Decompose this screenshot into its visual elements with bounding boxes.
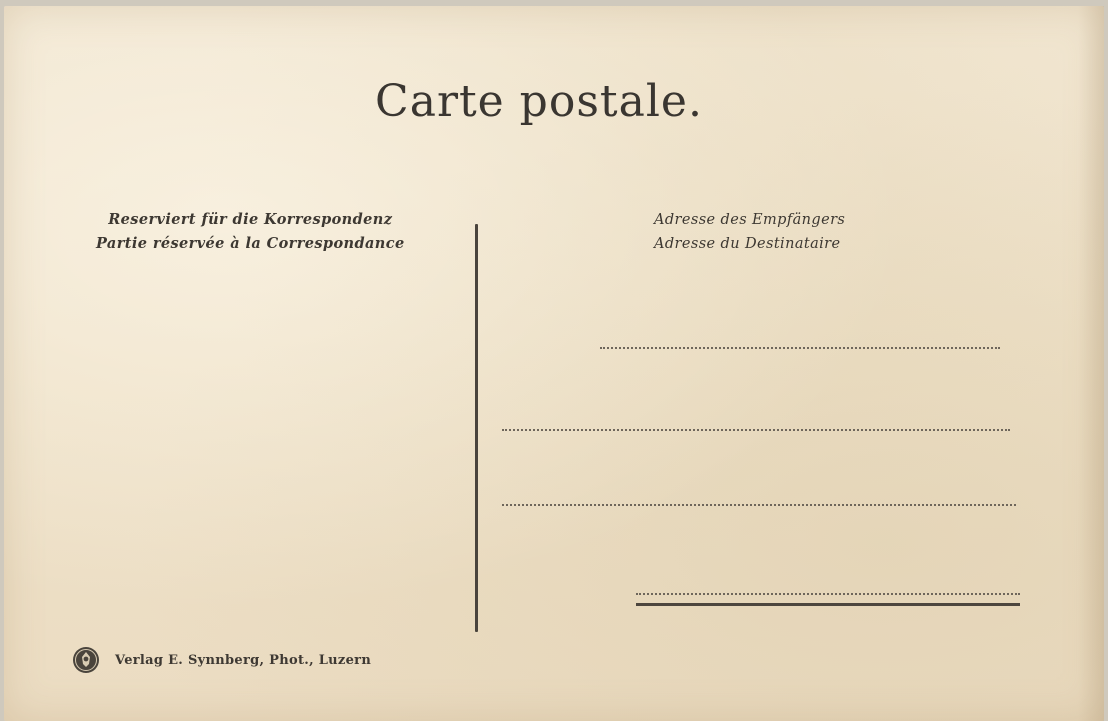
correspondence-label-german: Reserviert für die Korrespondenz: [108, 211, 393, 228]
publisher-text: Verlag E. Synnberg, Phot., Luzern: [115, 652, 372, 668]
address-label-german: Adresse des Empfängers: [654, 212, 846, 228]
address-line-4: [636, 593, 1020, 595]
address-underline: [636, 603, 1020, 606]
publisher-emblem-icon: [72, 646, 100, 674]
publisher-imprint: [72, 646, 371, 674]
address-line-1: [600, 347, 1000, 349]
postcard-back: [4, 6, 1104, 721]
address-label: [654, 208, 845, 256]
address-label-french: Adresse du Destinataire: [654, 236, 841, 252]
center-divider: [475, 224, 478, 632]
postcard-title: Carte postale.: [375, 76, 703, 127]
address-line-2: [502, 429, 1010, 431]
address-line-3: [502, 504, 1016, 506]
correspondence-label-french: Partie réservée à la Correspondance: [96, 235, 405, 252]
correspondence-label: [96, 208, 405, 256]
